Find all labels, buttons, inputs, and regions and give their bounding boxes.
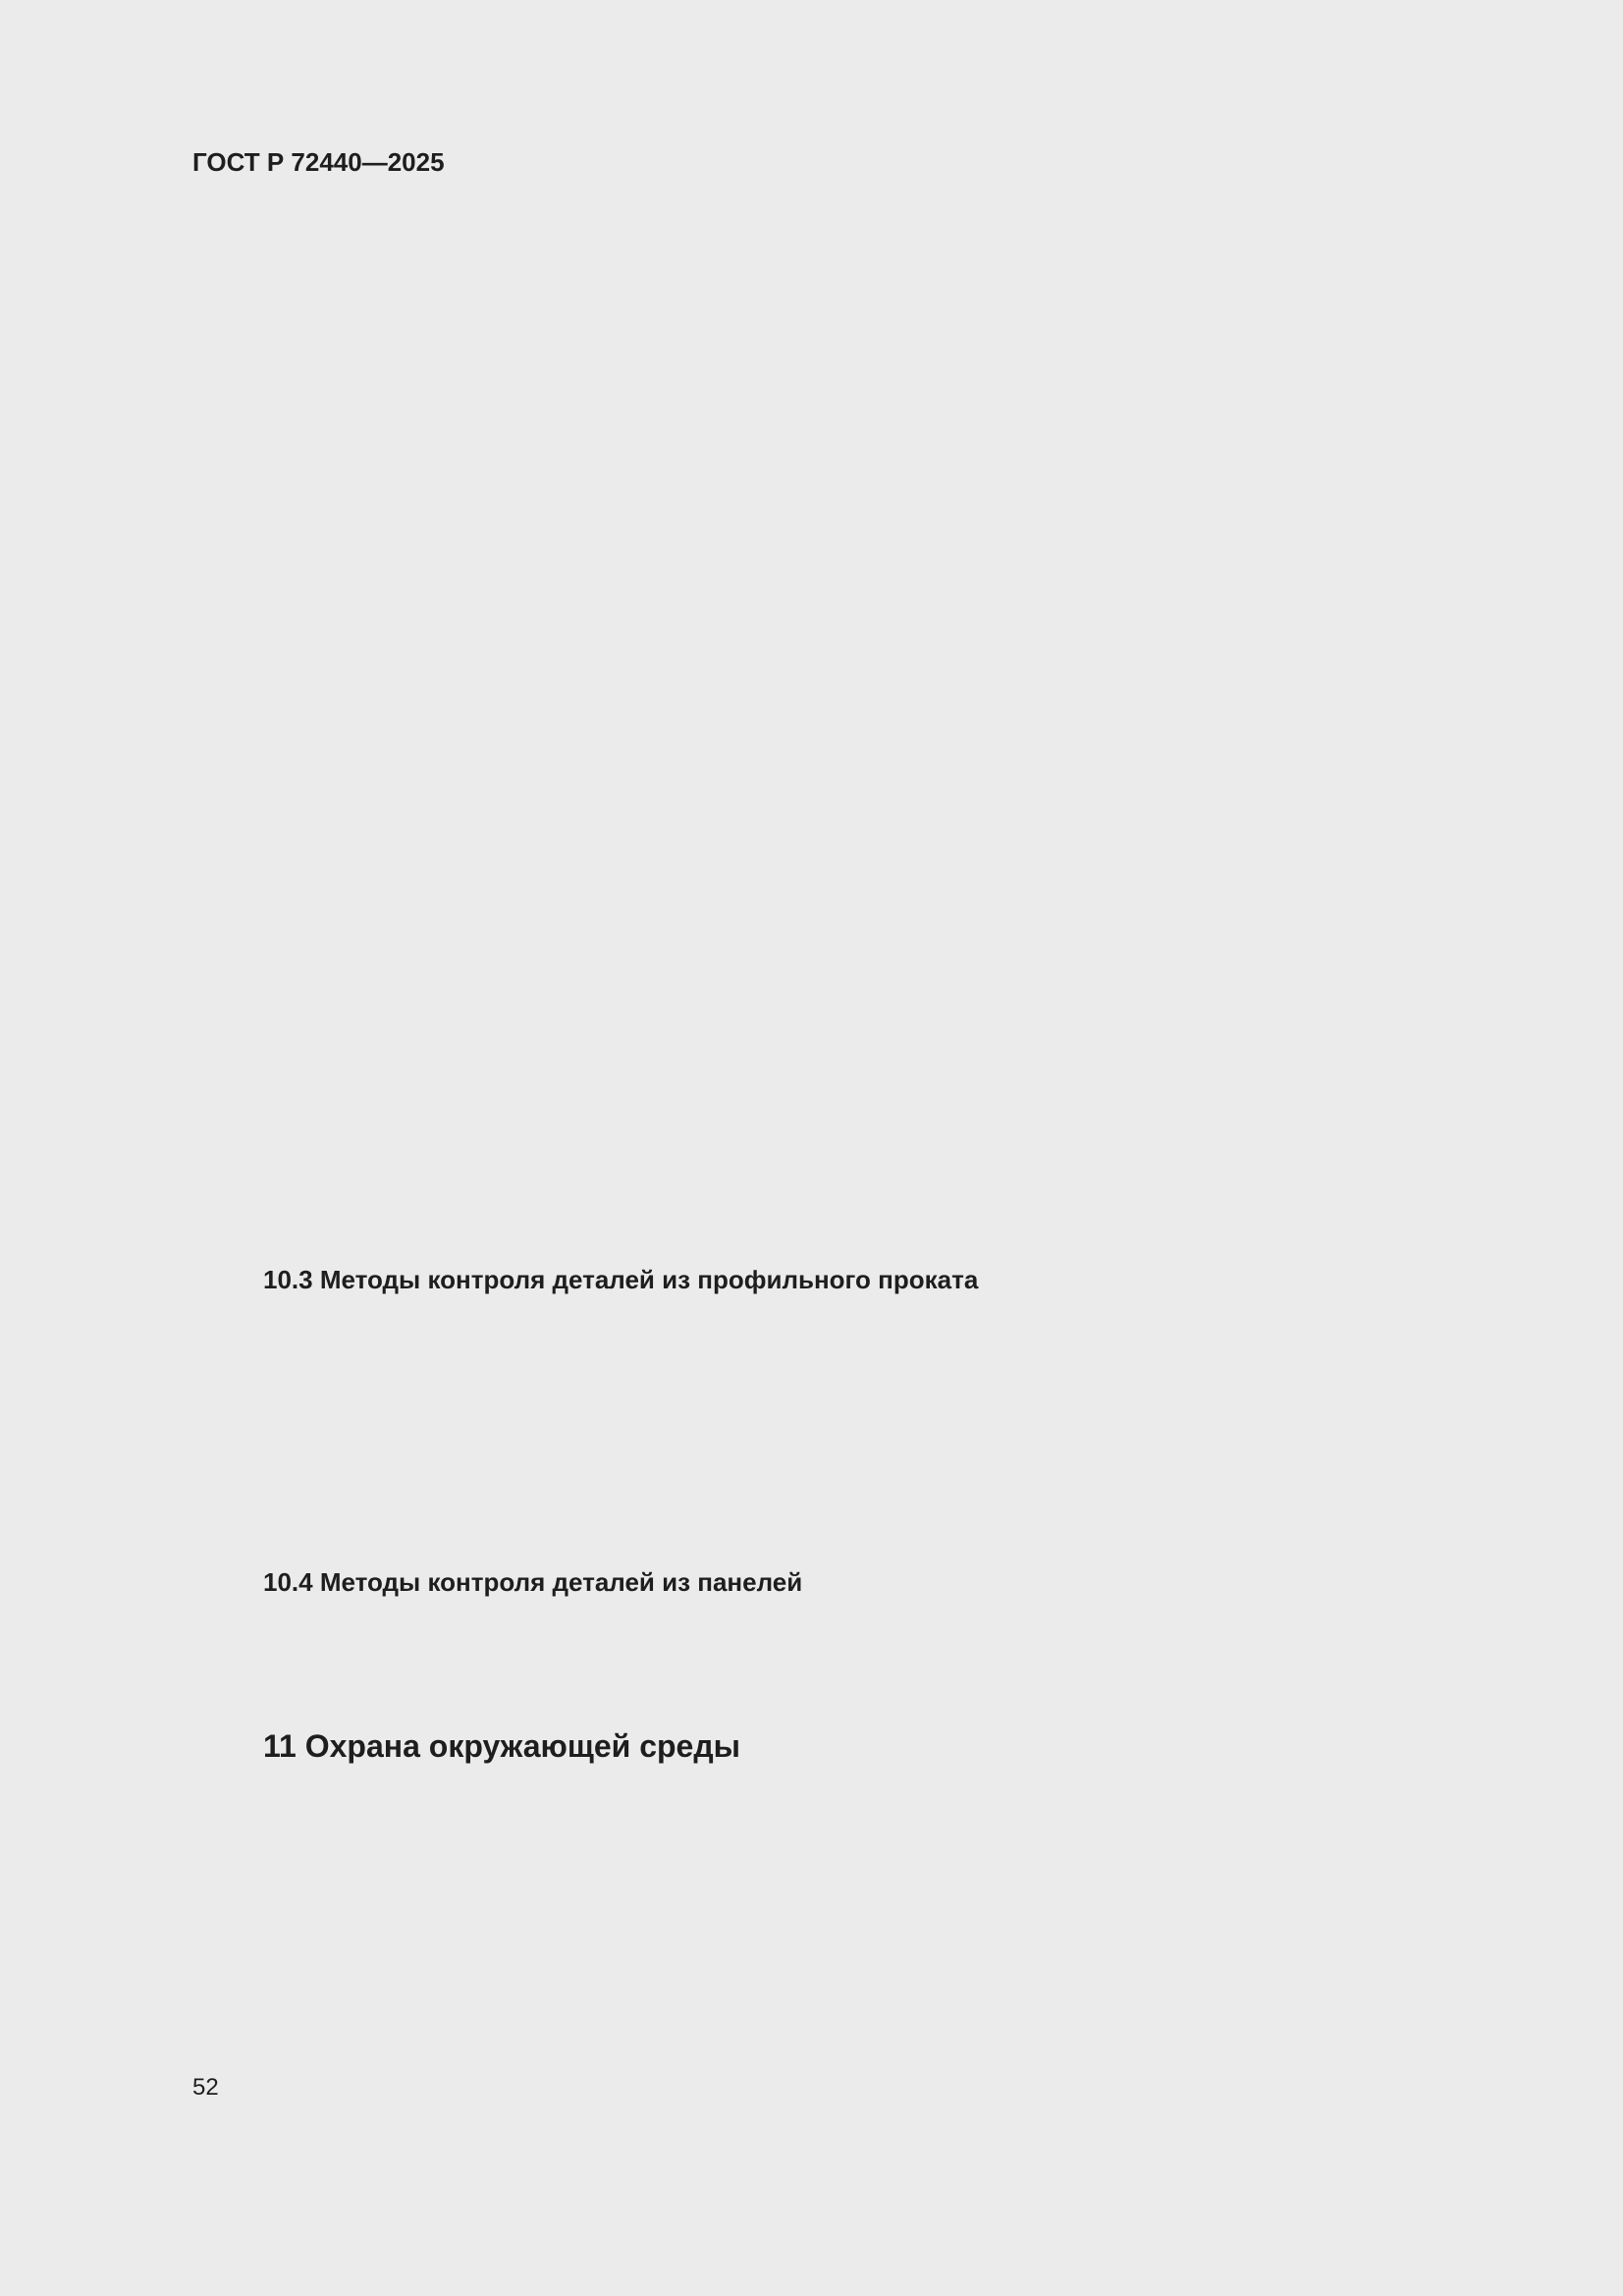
body-text-block-4 [192,1797,1508,2033]
section-heading-10-3: 10.3 Методы контроля деталей из профильного проката [263,1265,979,1294]
document-code: ГОСТ Р 72440—2025 [192,147,445,177]
body-text-block-2 [192,1310,1508,1544]
body-text-block-1 [192,224,1508,1231]
body-text-block-3 [192,1613,1508,1681]
page-number: 52 [192,2074,219,2101]
chapter-heading-11: 11 Охрана окружающей среды [263,1728,740,1764]
section-heading-10-4: 10.4 Методы контроля деталей из панелей [263,1567,803,1597]
